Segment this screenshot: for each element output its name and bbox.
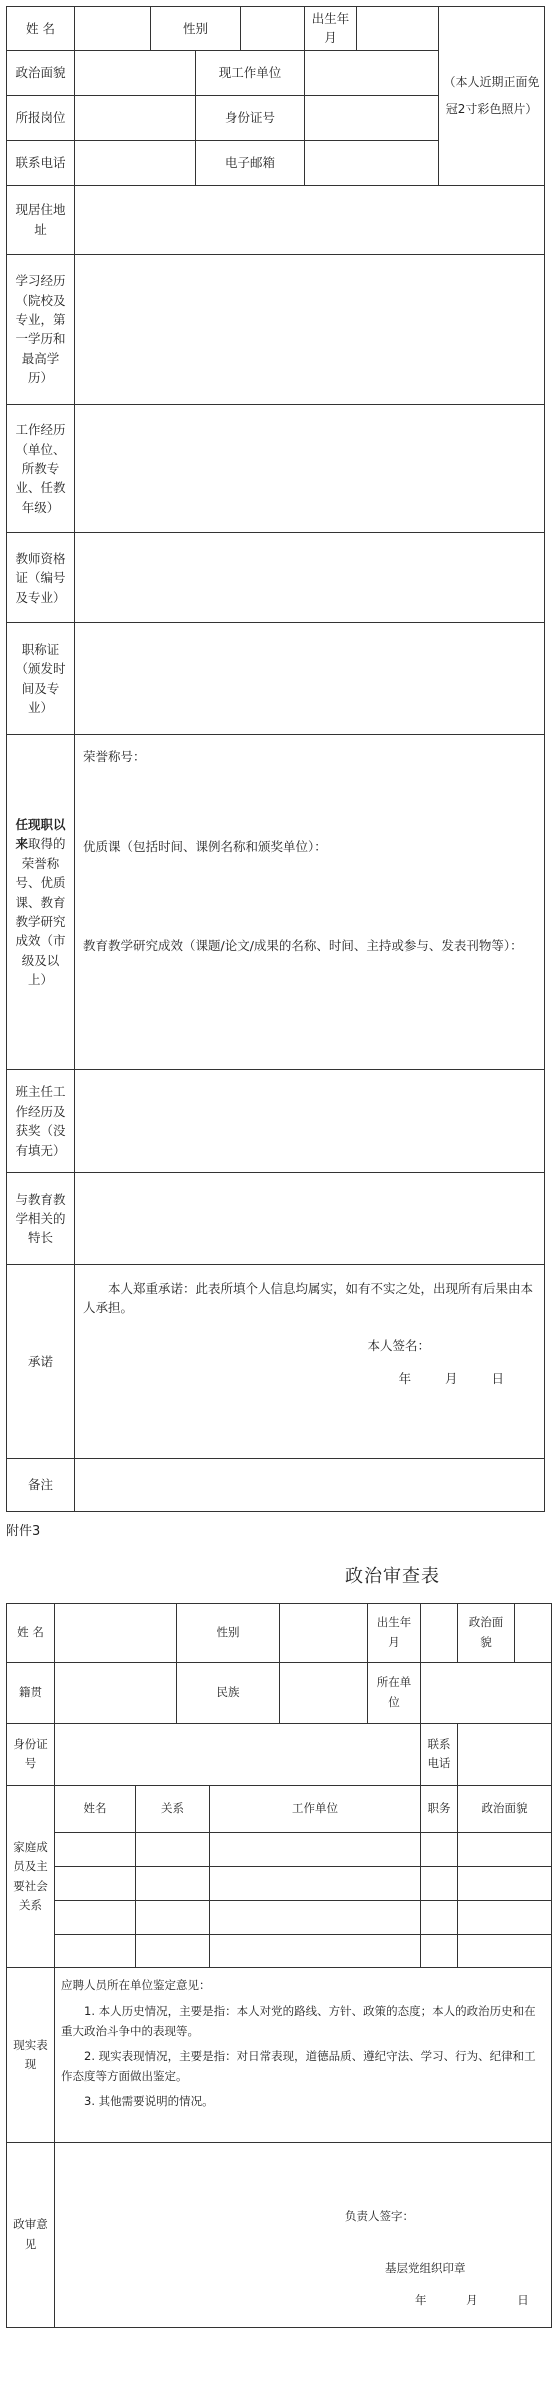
date-label: 年 月 日 [398,1371,505,1387]
promise-field[interactable] [75,1265,545,1459]
attachment-label: 附件3 [6,1524,41,1539]
photo-placeholder: （本人近期正面免冠2寸彩色照片） [439,7,545,186]
r-politics-field[interactable] [515,1604,552,1663]
email-label: 电子邮箱 [196,140,305,185]
address-label: 现居住地址 [7,185,75,254]
position-label: 所报岗位 [7,95,75,140]
family-label: 家庭成员及主要社会关系 [7,1785,55,1968]
phone-field[interactable] [75,140,196,185]
r-origin-field[interactable] [55,1662,177,1724]
family-cell[interactable] [210,1900,421,1934]
honor-title-prompt: 荣誉称号： [83,749,146,765]
name-label: 姓 名 [7,7,75,51]
family-cell[interactable] [136,1866,210,1900]
honor-label-rest: 取得的荣誉称号、优质课、教育教学研究成效（市级及以上） [15,836,66,988]
family-cell[interactable] [136,1934,210,1968]
phone-label: 联系电话 [7,140,75,185]
quality-course-prompt: 优质课（包括时间、课例名称和颁奖单位）： [83,838,327,854]
r-birth-field[interactable] [421,1604,458,1663]
birth-label: 出生年月 [305,7,357,51]
r-origin-label: 籍贯 [7,1662,55,1724]
family-col-workplace: 工作单位 [210,1785,421,1832]
present-item-2: 2. 现实表现情况，主要是指：对日常表现，道德品质、遵纪守法、学习、行为、纪律和工作态度等方面做出鉴定。 [61,2049,536,2083]
head-teacher-field[interactable] [75,1070,545,1173]
id-field[interactable] [305,95,439,140]
honor-label-bold: 任现职以来 [15,817,66,852]
r-name-field[interactable] [55,1604,177,1663]
research-prompt: 教育教学研究成效（课题/论文/成果的名称、时间、主持或参与、发表刊物等）： [83,938,523,954]
family-cell[interactable] [458,1832,552,1866]
email-field[interactable] [305,140,439,185]
r-id-field[interactable] [55,1724,421,1786]
r-politics-label: 政治面貌 [458,1604,515,1663]
present-intro: 应聘人员所在单位鉴定意见： [61,1978,211,1993]
r-phone-field[interactable] [458,1724,552,1786]
gender-label: 性别 [151,7,241,51]
r-unit-label: 所在单位 [368,1662,421,1724]
r-phone-label: 联系电话 [421,1724,458,1786]
title-cert-label: 职称证（颁发时间及专业） [7,623,75,735]
remarks-field[interactable] [75,1458,545,1511]
family-cell[interactable] [55,1934,136,1968]
birth-field[interactable] [357,7,439,51]
family-cell[interactable] [210,1934,421,1968]
family-cell[interactable] [421,1866,458,1900]
politics-field[interactable] [75,50,196,95]
title-cert-field[interactable] [75,623,545,735]
honor-label [7,735,75,1070]
opinion-signature: 负责人签字： [345,2209,414,2224]
present-field[interactable] [55,1968,552,2143]
r-id-label: 身份证号 [7,1724,55,1786]
id-label: 身份证号 [196,95,305,140]
review-form-title: 政治审查表 [345,1566,440,1587]
employer-label: 现工作单位 [196,50,305,95]
family-cell[interactable] [458,1866,552,1900]
opinion-field[interactable] [55,2143,552,2328]
political-review-form [6,1603,551,2328]
address-field[interactable] [75,185,545,254]
teacher-cert-label: 教师资格证（编号及专业） [7,533,75,623]
family-cell[interactable] [55,1832,136,1866]
r-gender-label: 性别 [177,1604,280,1663]
family-cell[interactable] [458,1900,552,1934]
family-cell[interactable] [136,1832,210,1866]
family-col-duty: 职务 [421,1785,458,1832]
employer-field[interactable] [305,50,439,95]
opinion-date: 年 月 日 [415,2293,529,2308]
opinion-label: 政审意见 [7,2143,55,2328]
r-unit-field[interactable] [421,1662,552,1724]
family-cell[interactable] [55,1900,136,1934]
family-cell[interactable] [458,1934,552,1968]
remarks-label: 备注 [7,1458,75,1511]
name-field[interactable] [75,7,151,51]
family-cell[interactable] [421,1934,458,1968]
application-form [6,6,544,1512]
education-label: 学习经历（院校及专业，第一学历和最高学历） [7,254,75,404]
specialty-label: 与教育教学相关的特长 [7,1173,75,1265]
opinion-org-seal: 基层党组织印章 [385,2261,466,2276]
family-cell[interactable] [55,1866,136,1900]
present-item-3: 3. 其他需要说明的情况。 [84,2094,214,2109]
r-birth-label: 出生年月 [368,1604,421,1663]
promise-label: 承诺 [7,1265,75,1459]
signature-label: 本人签名： [367,1337,431,1353]
family-col-name: 姓名 [55,1785,136,1832]
head-teacher-label: 班主任工作经历及获奖（没有填无） [7,1070,75,1173]
family-cell[interactable] [136,1900,210,1934]
family-col-relation: 关系 [136,1785,210,1832]
teacher-cert-field[interactable] [75,533,545,623]
r-name-label: 姓 名 [7,1604,55,1663]
specialty-field[interactable] [75,1173,545,1265]
work-field[interactable] [75,404,545,533]
present-item-1: 1. 本人历史情况，主要是指：本人对党的路线、方针、政策的态度；本人的政治历史和在重大政治斗争中的表现等。 [61,2004,536,2038]
education-field[interactable] [75,254,545,404]
r-ethnic-label: 民族 [177,1662,280,1724]
family-col-politics: 政治面貌 [458,1785,552,1832]
gender-field[interactable] [241,7,305,51]
r-gender-field[interactable] [280,1604,368,1663]
honor-field[interactable] [75,735,545,1070]
present-label: 现实表现 [7,1968,55,2143]
family-cell[interactable] [210,1832,421,1866]
family-cell[interactable] [421,1900,458,1934]
family-cell[interactable] [421,1832,458,1866]
politics-label: 政治面貌 [7,50,75,95]
position-field[interactable] [75,95,196,140]
r-ethnic-field[interactable] [280,1662,368,1724]
promise-text: 本人郑重承诺：此表所填个人信息均属实，如有不实之处，出现所有后果由本人承担。 [83,1281,534,1316]
family-cell[interactable] [210,1866,421,1900]
work-label: 工作经历（单位、所教专业、任教年级） [7,404,75,533]
